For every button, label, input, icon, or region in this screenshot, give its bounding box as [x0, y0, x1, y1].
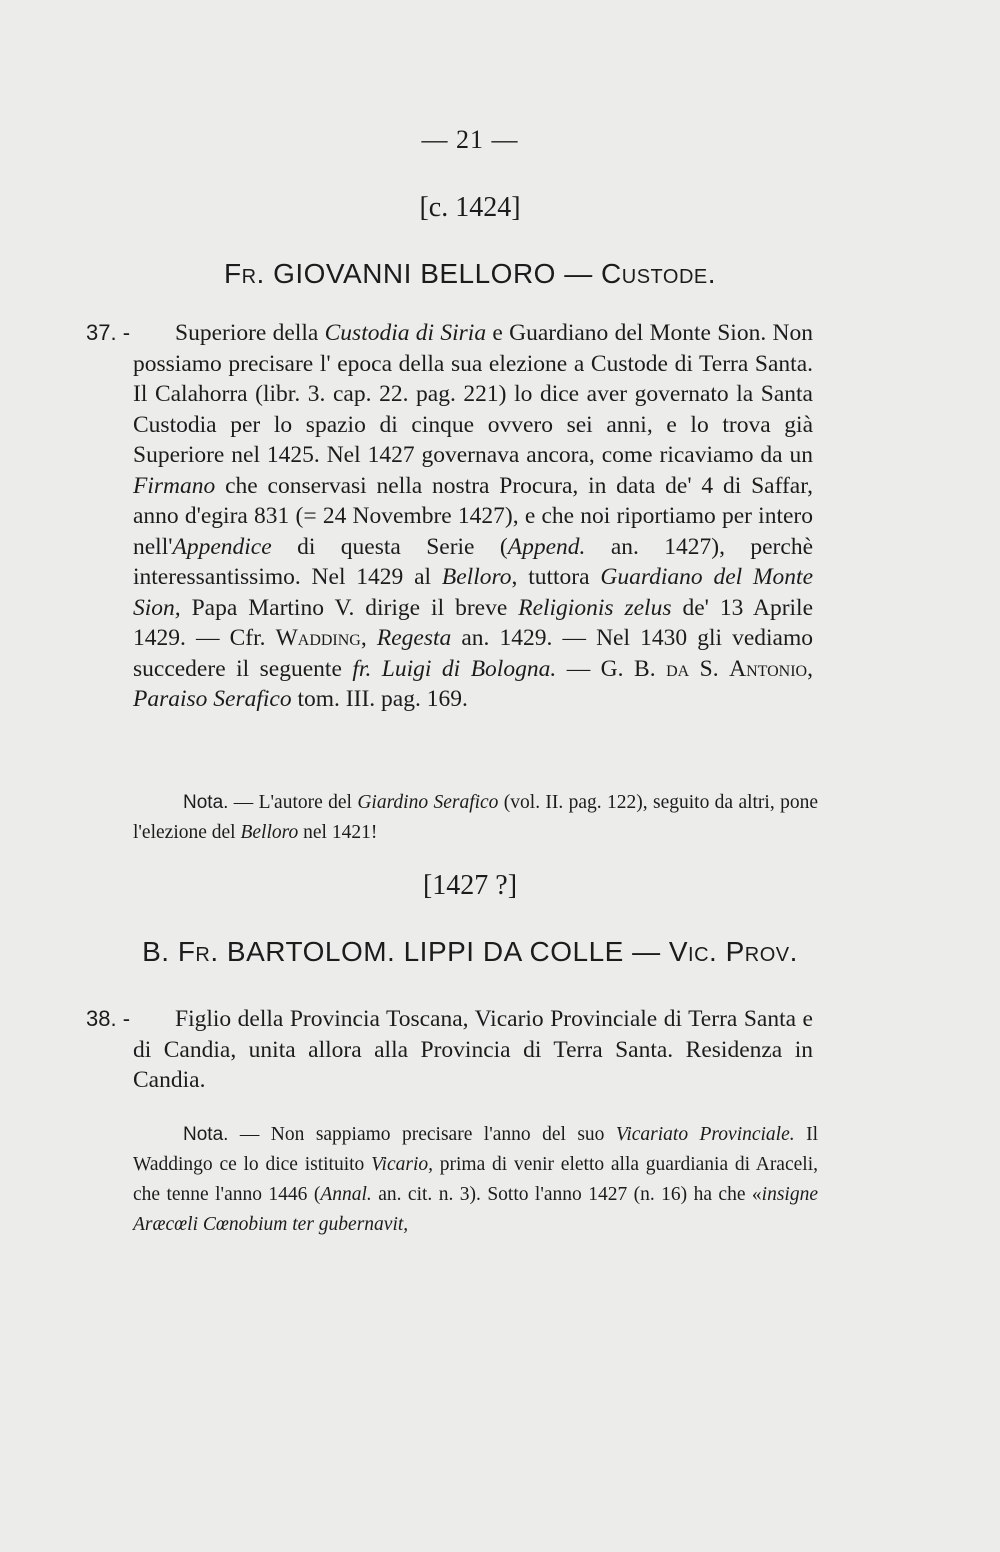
- entry-number: 37. -: [86, 320, 131, 345]
- entry-text: [133, 318, 813, 715]
- text-run: , tuttora: [511, 564, 601, 590]
- text-run: — G. B.: [556, 655, 667, 682]
- note-text: [133, 792, 818, 843]
- text-run: che conservasi nella nostra Procura, in data de' 4 di Saffar, anno d'egira 831 (= 24 Novembre 1427), e che noi riportiamo per intero nell': [133, 472, 813, 560]
- text-run: Belloro: [240, 822, 299, 843]
- text-run: Superiore della: [175, 320, 325, 346]
- heading-prefix: B. Fr.: [142, 936, 219, 967]
- heading-dash: —: [564, 258, 593, 289]
- text-run: Paraiso Serafico: [133, 686, 292, 712]
- text-run: Appendice: [172, 533, 272, 560]
- text-run: da: [666, 655, 690, 682]
- text-run: tom. III. pag. 169.: [291, 686, 468, 712]
- text-run: Regesta: [376, 625, 452, 651]
- text-run: — L'autore del: [228, 792, 358, 813]
- text-run: di questa Serie (: [271, 533, 508, 560]
- text-run: ,: [360, 625, 377, 651]
- text-run: Figlio della Provincia Toscana, Vicario Provinciale di Terra Santa e di Candia, unita allora alla Provincia di Terra Santa. Residenza in Candia.: [133, 1006, 813, 1093]
- text-run: Belloro: [441, 564, 512, 590]
- text-run: fr. Luigi di Bologna.: [352, 655, 557, 682]
- text-run: Papa Martino V. dirige il breve: [180, 594, 519, 621]
- text-run: nel 1421!: [298, 822, 378, 843]
- text-run: prima di venir eletto alla guardiania di Araceli, che tenne l'anno 1446 (: [133, 1154, 818, 1205]
- section-date: [1427 ?]: [422, 870, 518, 901]
- text-run: Wadding: [275, 625, 361, 651]
- text-run: an. 1429. — Nel 1430 gli vediamo succedere il seguente: [133, 625, 814, 682]
- text-run: S.: [689, 655, 730, 682]
- text-run: Giardino Serafico: [357, 792, 499, 813]
- text-run: Guardiano del Monte Sion,: [133, 564, 813, 621]
- text-run: Custodia di Siria: [324, 320, 487, 346]
- heading-dash: —: [632, 936, 661, 967]
- text-run: Vicariato Provinciale.: [615, 1124, 795, 1145]
- text-run: an. 1427), perchè interessantissimo. Nel 1429 al: [133, 533, 813, 590]
- text-run: — Non sappiamo precisare l'anno del suo: [228, 1124, 616, 1145]
- entry-paragraph: [86, 318, 814, 715]
- text-run: Annal.: [320, 1184, 372, 1205]
- text-run: Il Waddingo ce lo dice istituito: [133, 1124, 818, 1175]
- page-number: — 21 —: [421, 125, 519, 154]
- note-paragraph: [133, 788, 818, 848]
- heading-role: Custode.: [601, 258, 717, 289]
- entry-text: [133, 1004, 813, 1096]
- text-run: an. cit. n. 3). Sotto l'anno 1427 (n. 16) ha che «: [371, 1184, 762, 1205]
- text-run: Firmano: [133, 472, 216, 499]
- section-heading: [0, 258, 940, 290]
- text-run: ,: [807, 655, 813, 682]
- section-date: [c. 1424]: [419, 192, 521, 223]
- heading-prefix: Fr.: [223, 258, 265, 289]
- text-run: (vol. II. pag. 122), seguito da altri, pone l'elezione del: [133, 792, 818, 843]
- text-run: Antonio: [729, 655, 808, 682]
- note-label: Nota.: [183, 792, 229, 813]
- entry-number: 38. -: [86, 1006, 131, 1031]
- heading-role: Vic. Prov.: [668, 936, 798, 967]
- text-run: e Guardiano del Monte Sion. Non possiamo precisare l' epoca della sua elezione a Custode di Terra Santa. Il Calahorra (libr. 3. cap. 22. pag. 221) lo dice aver governato la Santa Custodia per lo spazio di cinque ovvero sei anni, e lo trova già Superiore nel 1425. Nel 1427 governava ancora, come ricaviamo da un: [133, 320, 813, 468]
- text-run: de' 13 Aprile 1429. — Cfr.: [133, 594, 814, 651]
- note-text: [133, 1124, 818, 1235]
- text-run: insigne Aræcœli Cœnobium ter gubernavit,: [133, 1184, 818, 1235]
- note-paragraph: [133, 1120, 818, 1240]
- text-run: Append.: [507, 533, 586, 560]
- text-run: Vicario,: [371, 1154, 433, 1175]
- section-heading: [0, 936, 940, 968]
- text-run: Religionis zelus: [518, 594, 672, 621]
- note-label: Nota.: [183, 1124, 229, 1145]
- entry-paragraph: [86, 1004, 813, 1096]
- heading-name: BARTOLOM. LIPPI DA COLLE: [226, 936, 624, 967]
- heading-name: GIOVANNI BELLORO: [273, 258, 556, 289]
